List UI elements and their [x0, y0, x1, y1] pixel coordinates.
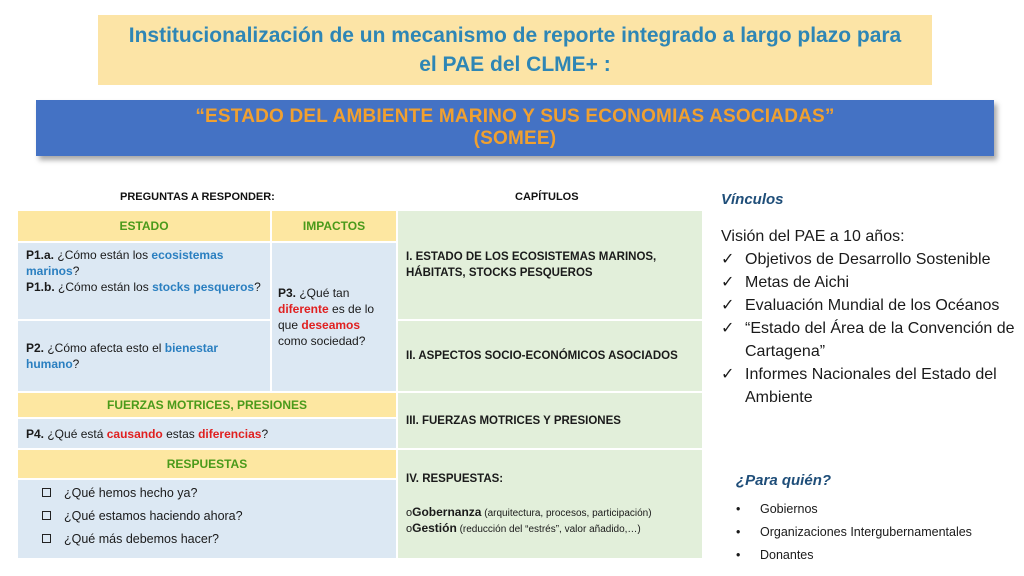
checkbox-square-icon — [42, 488, 51, 497]
para-quien-list — [736, 498, 972, 567]
report-banner — [36, 100, 994, 156]
checkbox-square-icon — [42, 511, 51, 520]
chapter-4-title: IV. RESPUESTAS: — [406, 473, 504, 485]
question-p1b: P1.b. ¿Cómo están los stocks pesqueros? — [26, 280, 261, 294]
list-item: ✓ Informes Nacionales del Estado del Ambiente — [721, 363, 1021, 409]
bullet-icon: • — [736, 502, 741, 516]
question-p1a: P1.a. ¿Cómo están los ecosistemas marinos? — [26, 248, 224, 278]
list-item: • Organizaciones Intergubernamentales — [736, 521, 972, 544]
question-p4: P4. ¿Qué está causando estas diferencias? — [26, 426, 269, 441]
title-line-1: Institucionalización de un mecanismo de reporte integrado a largo plazo para — [128, 24, 902, 47]
title-line-2: el PAE del CLME+ : — [419, 53, 611, 76]
question-p3-cell — [272, 243, 396, 391]
chapters-column-header: CAPÍTULOS — [515, 191, 579, 203]
list-item: • Donantes — [736, 544, 972, 567]
bullet-icon: • — [736, 548, 741, 562]
fuerzas-header: FUERZAS MOTRICES, PRESIONES — [18, 393, 396, 417]
list-item: ¿Qué hemos hecho ya? — [42, 482, 396, 505]
chapter-4 — [398, 450, 702, 558]
respuestas-header: RESPUESTAS — [18, 450, 396, 478]
chapter-2: II. ASPECTOS SOCIO-ECONÓMICOS ASOCIADOS — [398, 321, 702, 391]
banner-line-1: “ESTADO DEL AMBIENTE MARINO Y SUS ECONOMIAS ASOCIADAS” — [195, 106, 835, 127]
vinculos-title: Vínculos — [721, 191, 784, 208]
question-p3: P3. ¿Qué tan diferente es de lo que deseamos como sociedad? — [278, 286, 375, 348]
question-p2: P2. ¿Cómo afecta esto el bienestar humano? — [26, 341, 219, 371]
bullet-icon: • — [736, 525, 741, 539]
vinculos-subtitle: Visión del PAE a 10 años: — [721, 228, 905, 245]
chapter-1: I. ESTADO DE LOS ECOSISTEMAS MARINOS, HÁBITATS, STOCKS PESQUEROS — [398, 211, 702, 319]
list-item: ¿Qué más debemos hacer? — [42, 528, 396, 551]
chapter-4-item: oGestión (reducción del “estrés”, valor añadido,…) — [406, 521, 641, 535]
checkmark-icon: ✓ — [721, 366, 735, 383]
impactos-header: IMPACTOS — [272, 211, 396, 241]
checkbox-square-icon — [42, 534, 51, 543]
questions-column-header: PREGUNTAS A RESPONDER: — [120, 191, 275, 203]
list-item: ¿Qué estamos haciendo ahora? — [42, 505, 396, 528]
list-item: • Gobiernos — [736, 498, 972, 521]
para-quien-title: ¿Para quién? — [736, 472, 832, 489]
checkmark-icon: ✓ — [721, 320, 735, 337]
list-item: ✓ Metas de Aichi — [721, 271, 1021, 294]
checkmark-icon: ✓ — [721, 297, 735, 314]
vinculos-list — [721, 248, 1021, 409]
list-item: ✓ “Estado del Área de la Convención de Cartagena” — [721, 317, 1021, 363]
estado-header: ESTADO — [18, 211, 270, 241]
banner-line-2: (SOMEE) — [473, 128, 557, 149]
question-p4-cell — [18, 419, 396, 448]
respuestas-list — [42, 482, 396, 551]
title-box — [98, 15, 932, 85]
question-p1-cell — [18, 243, 270, 319]
chapter-4-item: oGobernanza (arquitectura, procesos, participación) — [406, 505, 652, 519]
list-item: ✓ Evaluación Mundial de los Océanos — [721, 294, 1021, 317]
question-p2-cell — [18, 321, 270, 391]
checkmark-icon: ✓ — [721, 274, 735, 291]
checkmark-icon: ✓ — [721, 251, 735, 268]
respuestas-cell — [18, 480, 396, 558]
list-item: ✓ Objetivos de Desarrollo Sostenible — [721, 248, 1021, 271]
chapter-3: III. FUERZAS MOTRICES Y PRESIONES — [398, 393, 702, 448]
